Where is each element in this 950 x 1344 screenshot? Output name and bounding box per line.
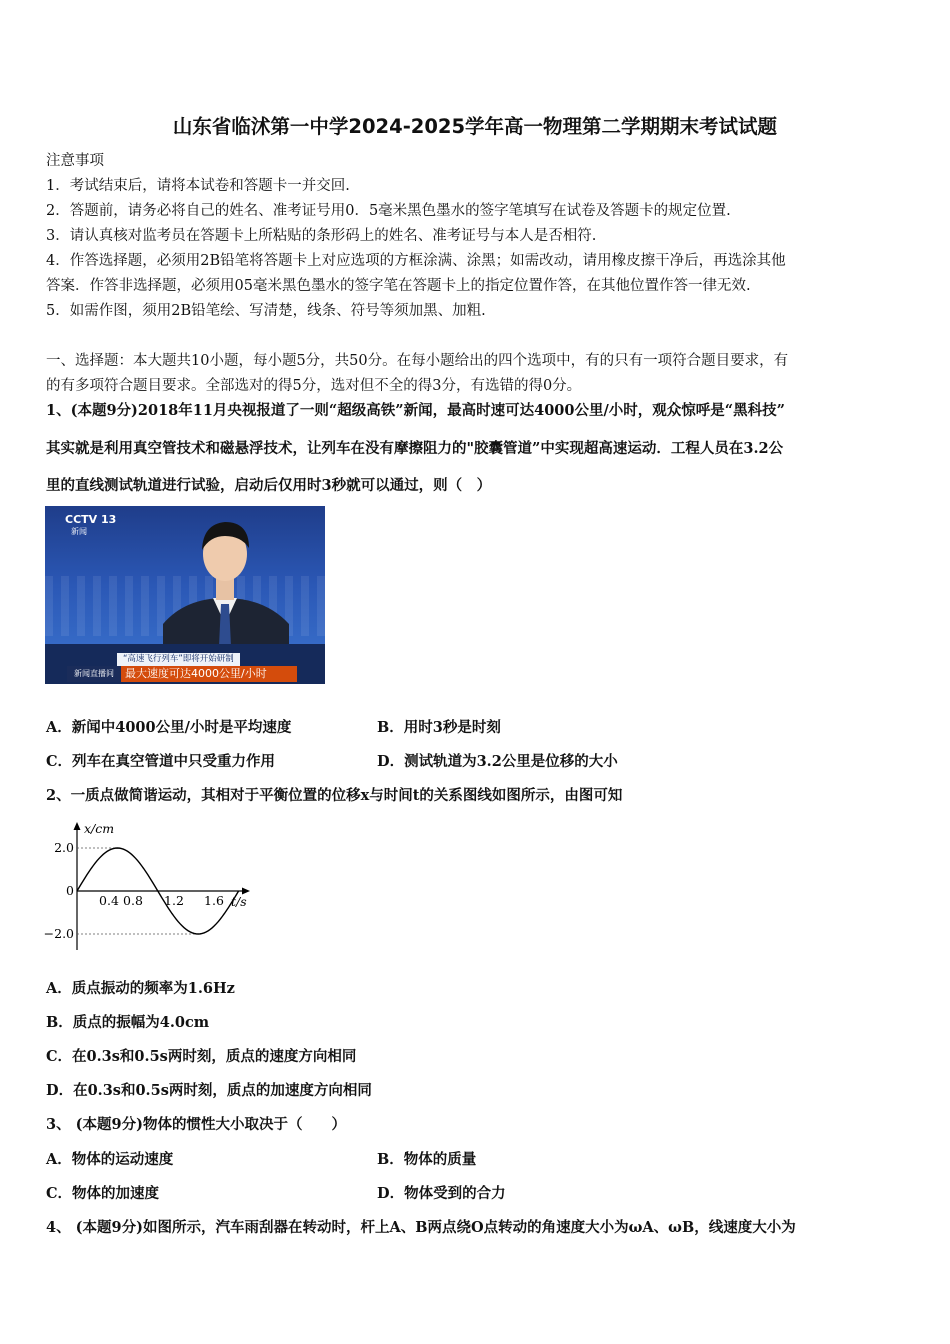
q1-option-a: A．新闻中4000公里/小时是平均速度	[46, 719, 292, 736]
news-program-label: 新闻直播间	[67, 666, 121, 682]
section-intro: 一、选择题：本大题共10小题，每小题5分，共50分。在每小题给出的四个选项中，有的只有一项符合题目要求，有	[46, 353, 789, 369]
q3-option-c: C．物体的加速度	[46, 1185, 160, 1202]
notice-item: 4．作答选择题，必须用2B铅笔将答题卡上对应选项的方框涂满、涂黑；如需改动，请用橡皮擦干净后，再选涂其他	[46, 253, 786, 269]
question-2-stem: 2、一质点做简谐运动，其相对于平衡位置的位移x与时间t的关系图线如图所示，由图可知	[46, 787, 623, 804]
news-caption-top: “高速飞行列车”即将开始研制	[117, 653, 240, 666]
x-axis-label: t/s	[231, 894, 247, 909]
news-caption-main: 最大速度可达4000公里/小时	[121, 666, 297, 682]
notice-item: 1．考试结束后，请将本试卷和答题卡一并交回.	[46, 178, 350, 194]
notice-item: 2．答题前，请务必将自己的姓名、准考证号用0．5毫米黑色墨水的签字笔填写在试卷及答题卡的规定位置.	[46, 203, 731, 219]
q1-option-b: B．用时3秒是时刻	[377, 719, 501, 736]
q2-option-d: D．在0.3s和0.5s两时刻，质点的加速度方向相同	[46, 1082, 372, 1099]
y-axis-arrow	[74, 822, 81, 830]
question-3-stem: 3、 (本题9分)物体的惯性大小取决于（ ）	[46, 1116, 346, 1133]
q1-option-d: D．测试轨道为3.2公里是位移的大小	[377, 753, 618, 770]
q2-option-b: B．质点的振幅为4.0cm	[46, 1014, 210, 1031]
y-tick-label: 2.0	[54, 840, 74, 855]
q3-option-a: A．物体的运动速度	[46, 1151, 174, 1168]
notice-heading: 注意事项	[46, 153, 104, 169]
question-1-stem: 1、(本题9分)2018年11月央视报道了一则“超级高铁”新闻，最高时速可达4000公里/小时，观众惊呼是“黑科技”	[46, 402, 785, 419]
y-axis-label: x/cm	[84, 821, 115, 836]
y-tick-label: −2.0	[44, 926, 74, 941]
question-1-stem: 里的直线测试轨道进行试验，启动后仅用时3秒就可以通过，则（ ）	[46, 477, 492, 494]
x-tick-label: 1.6	[204, 893, 224, 908]
q2-option-a: A．质点振动的频率为1.6Hz	[46, 980, 235, 997]
q2-option-c: C．在0.3s和0.5s两时刻，质点的速度方向相同	[46, 1048, 357, 1065]
notice-item: 5．如需作图，须用2B铅笔绘、写清楚，线条、符号等须加黑、加粗.	[46, 303, 486, 319]
cctv-logo: CCTV 13 新闻	[65, 513, 117, 536]
news-screenshot	[45, 506, 325, 684]
section-intro: 的有多项符合题目要求。全部选对的得5分，选对但不全的得3分，有选错的得0分。	[46, 378, 582, 394]
x-tick-label: 1.2	[164, 893, 184, 908]
x-tick-label: 0.8	[123, 893, 143, 908]
notice-item: 3．请认真核对监考员在答题卡上所粘贴的条形码上的姓名、准考证号与本人是否相符.	[46, 228, 597, 244]
q1-option-c: C．列车在真空管道中只受重力作用	[46, 753, 276, 770]
q3-option-d: D．物体受到的合力	[377, 1185, 506, 1202]
q3-option-b: B．物体的质量	[377, 1151, 477, 1168]
page-title: 山东省临沭第一中学2024-2025学年高一物理第二学期期末考试试题	[172, 115, 778, 138]
question-1-stem: 其实就是利用真空管技术和磁悬浮技术，让列车在没有摩擦阻力的"胶囊管道”中实现超高速运动．工程人员在3.2公	[46, 440, 784, 457]
question-4-stem: 4、 (本题9分)如图所示，汽车雨刮器在转动时，杆上A、B两点绕O点转动的角速度大小为ωA、ωB，线速度大小为	[46, 1219, 796, 1236]
x-tick-label: 0.4	[99, 893, 119, 908]
y-tick-label: 0	[66, 883, 74, 898]
displacement-time-chart	[44, 818, 264, 958]
notice-item: 答案．作答非选择题，必须用05毫米黑色墨水的签字笔在答题卡上的指定位置作答，在其他位置作答一律无效.	[46, 278, 751, 294]
